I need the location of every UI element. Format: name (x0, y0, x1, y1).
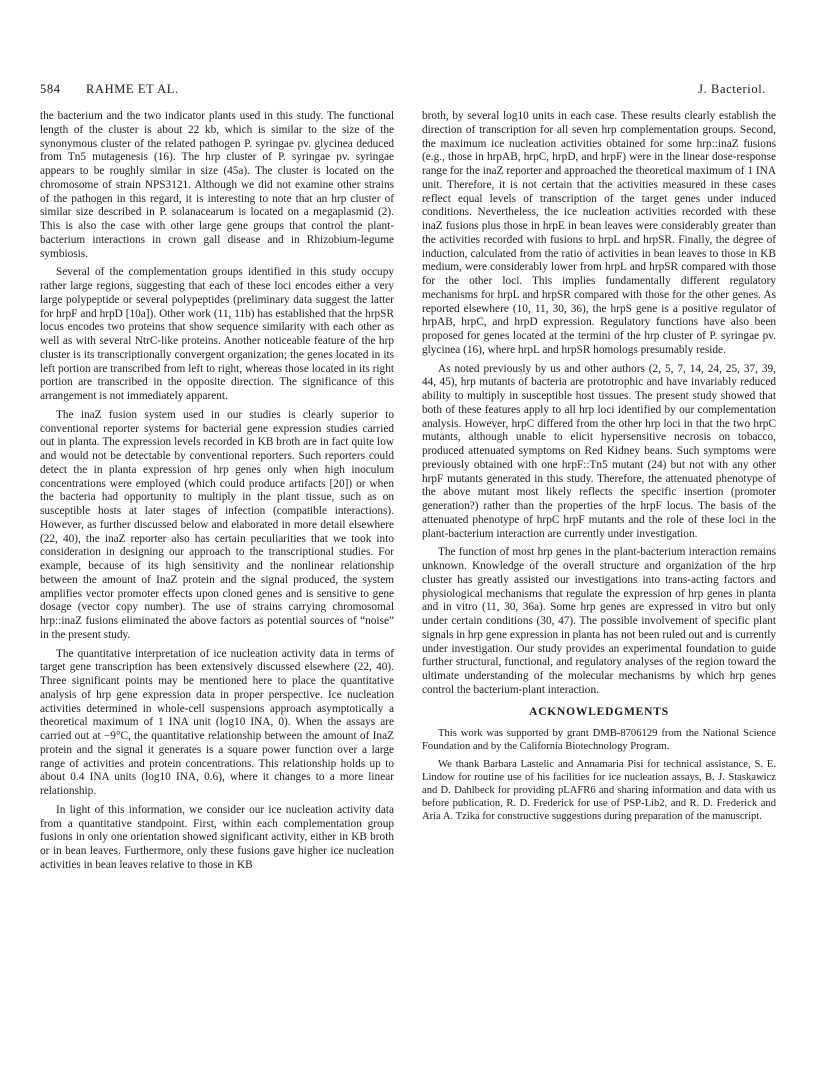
paragraph-ice-nucleation-data: In light of this information, we consider our ice nucleation activity data from a quantitative standpoint. First, within each complementation group fusions in only one orientation showed significant activity, either in KB broth or in bean leaves. Furthermore, only these fusions gave higher ice nucleation activities in bean leaves relative to those in KB (40, 803, 394, 871)
paragraph-continued: the bacterium and the two indicator plants used in this study. The functional length of the cluster is about 22 kb, which is similar to the size of the synonymous cluster of the related pathogen P. syringae pv. glycinea deduced from Tn5 mutagenesis (16). The hrp cluster of P. syringae pv. syringae appears to be roughly similar in size (45a). The cluster is located on the chromosome of strain NPS3121. Although we did not examine other strains of the pathogen in this regard, it is interesting to note that an hrp cluster of similar size described in P. solanacearum is located on a megaplasmid (2). This is also the case with other large gene groups that control the plant-bacterium interactions in crown gall disease and in Rhizobium-legume symbiosis. (40, 110, 394, 260)
paragraph-inaz-fusion-system: The inaZ fusion system used in our studies is clearly superior to conventional reporter systems for bacterial gene expression studies carried out in planta. The expression levels recorded in KB broth are in fact quite low and would not be detectable by conventional reporters. Such reporters could detect the in planta expression of hrp genes only when high inoculum concentrations were employed (which could produce artifacts [20]) or when the bacteria had opportunity to multiply in the plant tissue, such as on susceptible hosts at later stages of infection (compatible interactions). However, as further discussed below and elaborated in more detail elsewhere (22, 40), the inaZ reporter also has certain peculiarities that we took into consideration in designing our approach to the transcriptional studies. For example, because of its high sensitivity and the nonlinear relationship between the amount of InaZ protein and the signal produced, the system amplifies vector promoter effects upon cloned genes and is sensitive to gene dosage (vector copy number). The use of strains carrying chromosomal hrp::inaZ fusions eliminated the above factors as potential sources of “noise” in the present study. (40, 408, 394, 641)
paragraph-transcription-direction: broth, by several log10 units in each case. These results clearly establish the direction of transcription for all seven hrp complementation groups. Second, the maximum ice nucleation activities obtained for some hrp::inaZ fusions (e.g., those in hrpAB, hrpC, hrpD, and hrpF) were in the linear dose-response range for the inaZ reporter and approached the theoretical maximum of 1 INA unit. Therefore, it is not certain that the activities measured in these cases reflect equal levels of transcription of the target genes under induced conditions. Nevertheless, the ice nucleation activities recorded with these inaZ fusions plus those in hrpE in bean leaves were considerably greater than the activities recorded with fusions to hrpL and hrpSR. Finally, the degree of induction, calculated from the ratio of activities in bean leaves to those in KB medium, were considerably lower from hrpL and hrpSR compared with those for the other loci. This implies fundamentally different regulatory mechanisms for hrpL and hrpSR compared with those for the other genes. As reported elsewhere (10, 11, 30, 36), the hrpS gene is a positive regulator of hrpAB, hrpC, and hrpD expression. Regulatory functions have also been proposed for genes located at the termini of the hrp cluster of P. syringae pv. glycinea (16), where hrpL and hrpSR homologs presumably reside. (422, 110, 776, 356)
acknowledgment-thanks: We thank Barbara Lastelic and Annamaria Pisi for technical assistance, S. E. Lindow for routine use of his facilities for ice nucleation assays, B. J. Staskawicz and D. Dahlbeck for providing pLAFR6 and sharing information and data with us before publication, R. D. Frederick for use of PSP-Lib2, and R. D. Frederick and Aria A. Tzika for constructive suggestions during preparation of the manuscript. (422, 759, 776, 823)
running-header (40, 82, 766, 102)
paragraph-hrp-function: The function of most hrp genes in the plant-bacterium interaction remains unknown. Knowledge of the overall structure and organization of the hrp cluster has greatly assisted our investigations into trans-acting factors and physiological mechanisms that regulate the expression of hrp genes in planta and in vitro (11, 30, 36a). Some hrp genes are expressed in vitro but only under certain conditions (30, 47). The possible involvement of specific plant signals in hrp gene expression in planta has not been ruled out and is currently under investigation. Our study provides an experimental foundation to guide further structural, functional, and regulatory analyses of the region toward the ultimate understanding of the molecular mechanisms by which hrp genes control the bacterium-plant interaction. (422, 546, 776, 696)
page-number: 584 (40, 82, 61, 96)
acknowledgments-heading: ACKNOWLEDGMENTS (529, 705, 669, 718)
paragraph-quantitative-interpretation: The quantitative interpretation of ice nucleation activity data in terms of target gene transcription has been extensively discussed elsewhere (22, 40). Three significant points may be mentioned here to place the quantitative analysis of hrp gene expression data in proper perspective. Ice nucleation activities determined in whole-cell suspensions approach asymptotically a theoretical maximum of 1 INA unit (log10 INA, 0). When the assays are carried out at −9°C, the quantitative relationship between the amount of InaZ protein and the signal it generates is a square power function over a large range of activities and protein concentrations. This relationship holds up to about 0.4 INA units (log10 INA, 0.6), where it changes to a more linear relationship. (40, 647, 394, 797)
journal-name: J. Bacteriol. (698, 82, 766, 96)
right-column (422, 110, 776, 823)
paragraph-hrp-mutants: As noted previously by us and other authors (2, 5, 7, 14, 24, 25, 37, 39, 44, 45), hrp mutants of bacteria are prototrophic and have invariably reduced ability to multiply in susceptible host tissues. The present study showed that both of these features apply to all hrp loci identified by our complementation analysis. However, hrpC differed from the other hrp loci in that the two hrpC mutants, although unable to elicit hypersensitive necrosis on tobacco, produced attenuated symptoms on Red Kidney beans. Such symptoms were previously obtained with one hrpF::Tn5 mutant (24) but not with any other hrpF mutants generated in this study. Therefore, the attenuated phenotype of the above mutant most likely reflects the specific insertion (promoter generation?) rather than the properties of the hrpF locus. The basis of the attenuated phenotype of hrpC hrpF mutants and the role of these loci in the plant-bacterium interaction are currently under investigation. (422, 362, 776, 540)
acknowledgment-funding: This work was supported by grant DMB-8706129 from the National Science Foundation and by the California Biotechnology Program. (422, 728, 776, 753)
paragraph-complementation-groups: Several of the complementation groups identified in this study occupy rather large regions, suggesting that each of these loci encodes either a very large polypeptide or several polypeptides (preliminary data suggest the latter for hrpF and hrpD [10a]). Other work (11, 11b) has established that the hrpSR locus encodes two proteins that show sequence similarity with each other as well as with several NtrC-like proteins. Another noticeable feature of the hrp cluster is its transcriptionally convergent organization; the genes located in its left portion are transcribed from left to right, whereas those located in its right portion are transcribed in the opposite direction. The significance of this arrangement is not immediately apparent. (40, 266, 394, 402)
running-authors: RAHME ET AL. (86, 82, 179, 96)
left-column (40, 110, 394, 873)
